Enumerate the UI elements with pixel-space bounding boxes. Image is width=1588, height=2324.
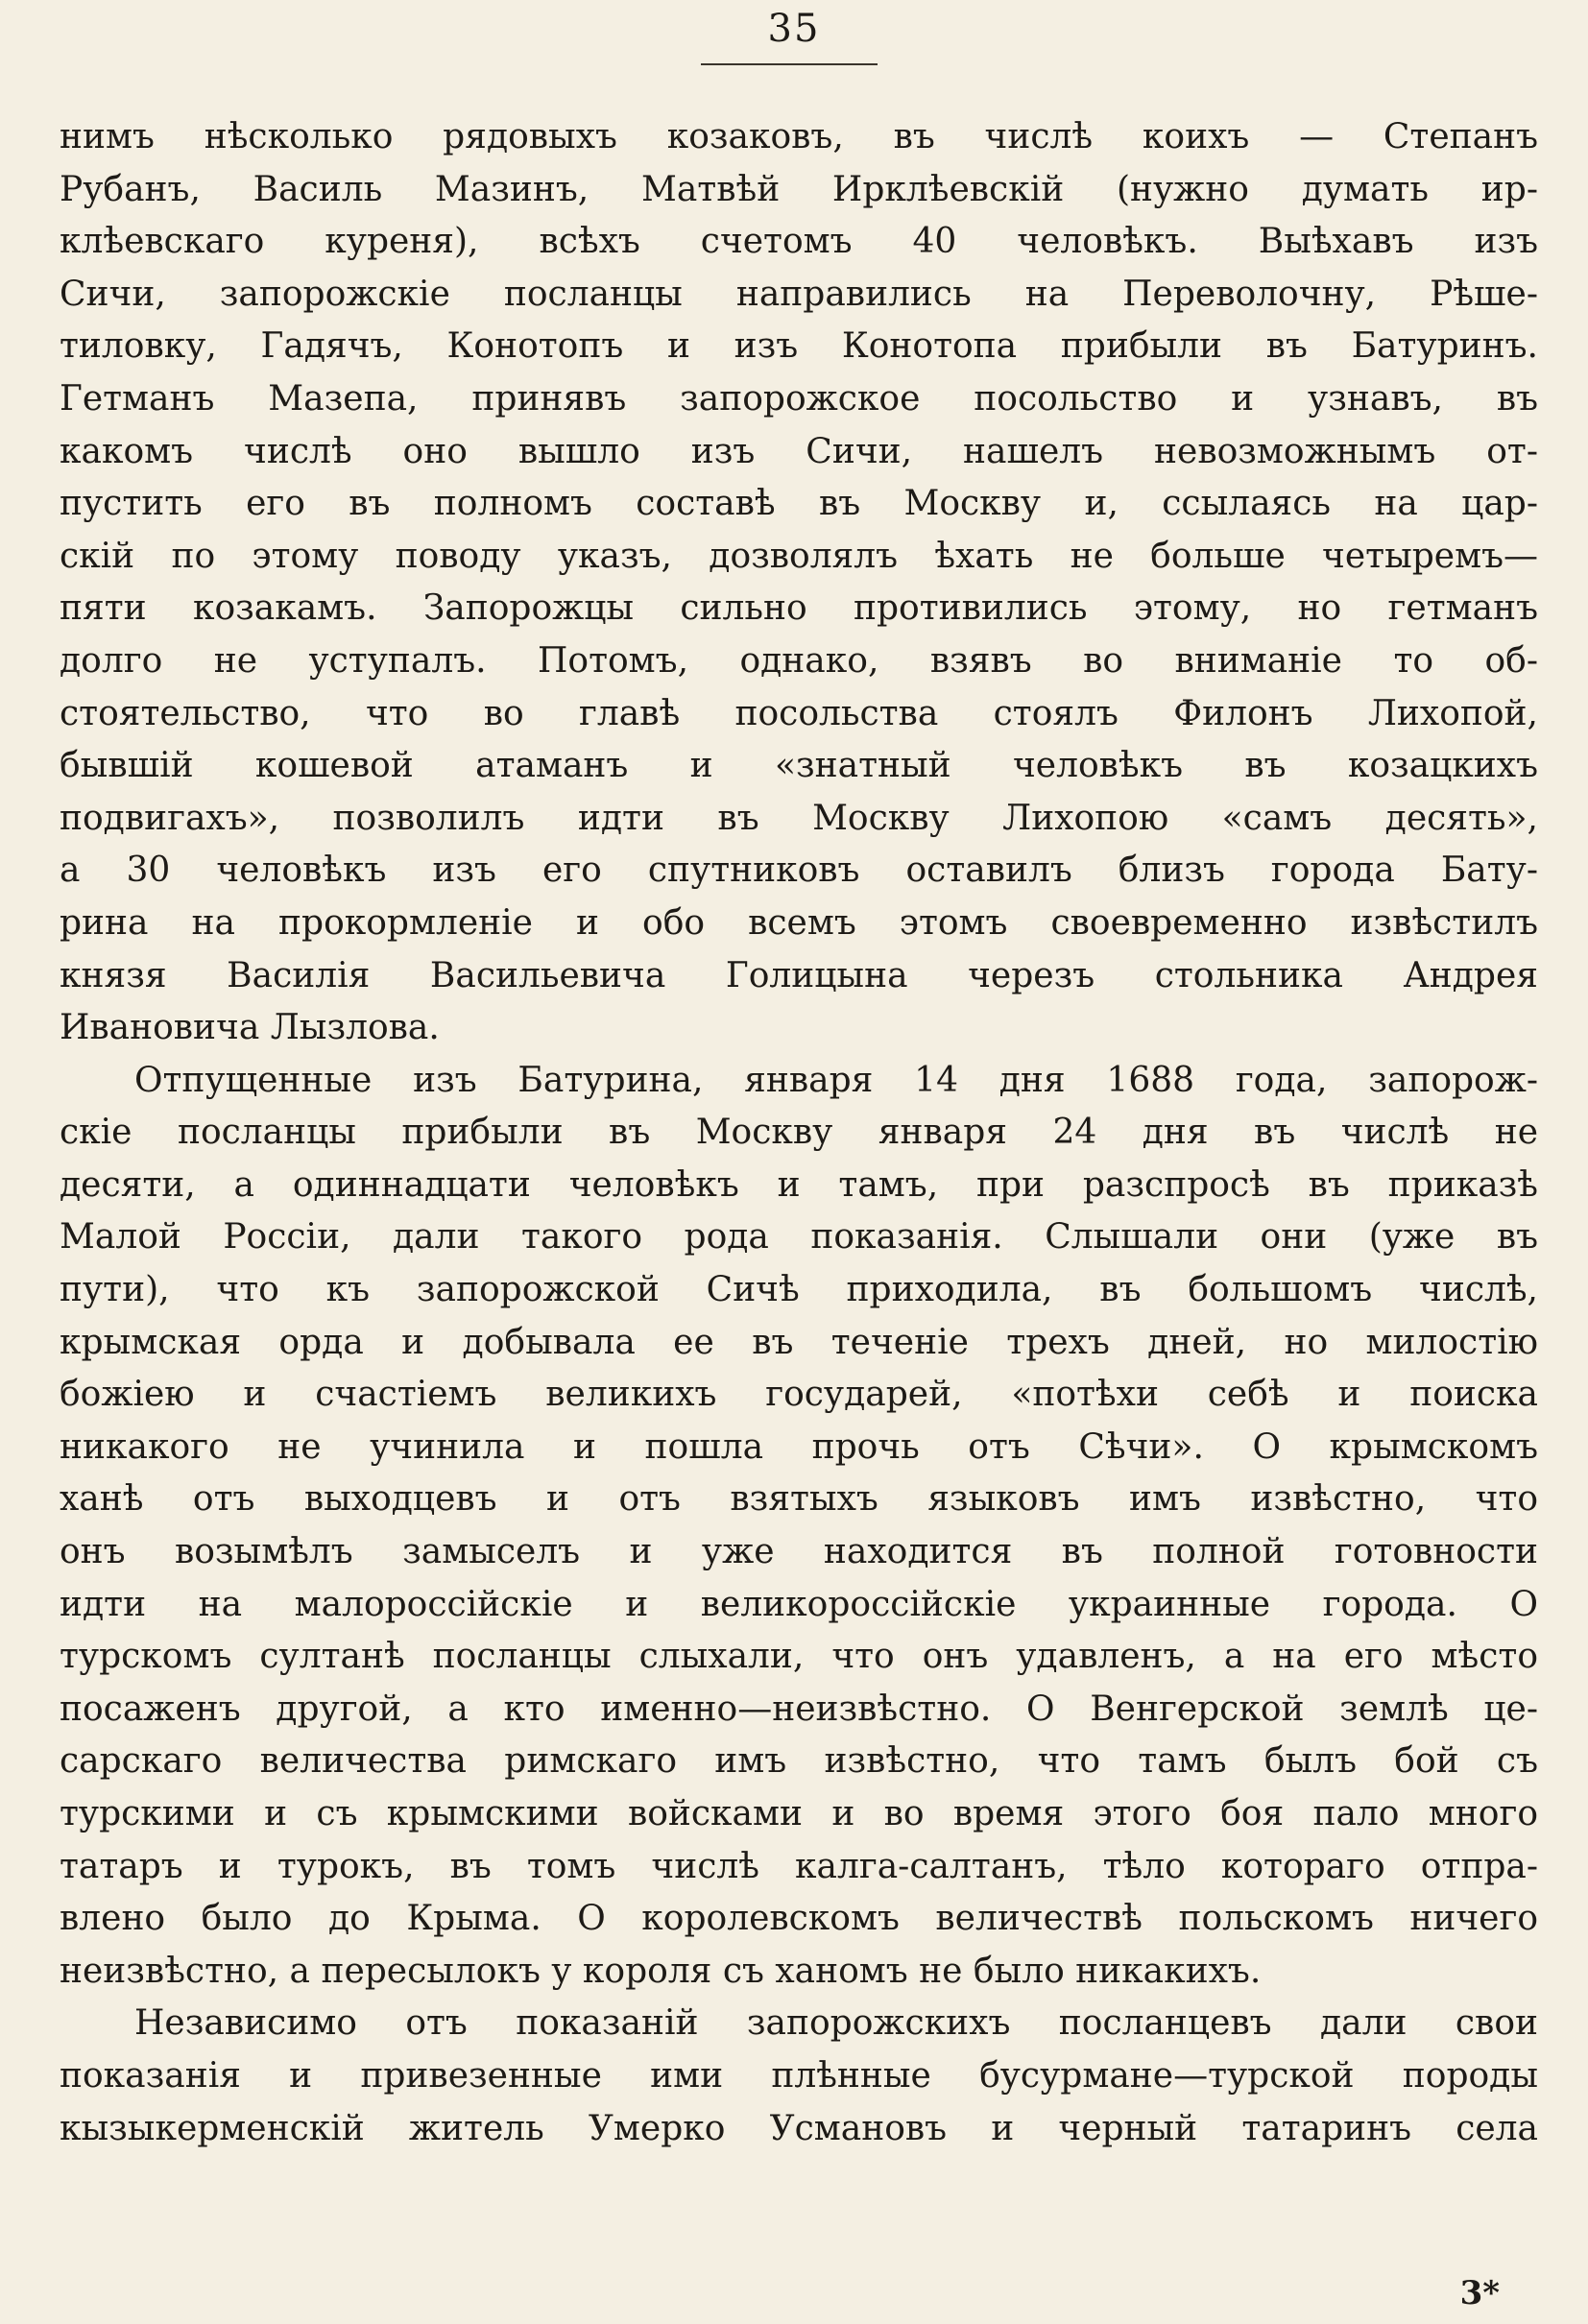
text-line: какомъ числѣ оно вышло изъ Сичи, нашелъ невозможнымъ от- (60, 431, 1538, 471)
paragraph-1 (60, 111, 1538, 1055)
text-line: а 30 человѣкъ изъ его спутниковъ оставилъ близъ города Бату- (60, 851, 1538, 891)
text-line: подвигахъ», позволилъ идти въ Москву Лихопою «самъ десять», (60, 798, 1538, 838)
text-line: пяти козакамъ. Запорожцы сильно противились этому, но гетманъ (60, 588, 1538, 629)
text-line: Независимо отъ показаній запорожскихъ посланцевъ дали свои (134, 2003, 1538, 2044)
text-line: влено было до Крыма. О королевскомъ величествѣ польскомъ ничего (60, 1899, 1538, 1939)
text-line: ханѣ отъ выходцевъ и отъ взятыхъ языковъ имъ извѣстно, что (60, 1479, 1538, 1520)
paragraph-2 (60, 1055, 1538, 1999)
text-line: Ивановича Лызлова. (60, 1008, 440, 1048)
text-line: Отпущенные изъ Батурина, января 14 дня 1688 года, запорож- (134, 1060, 1538, 1100)
paragraph-3 (60, 1998, 1538, 2155)
text-line: сарскаго величества римскаго имъ извѣстно, что тамъ былъ бой съ (60, 1741, 1538, 1782)
text-line: рина на прокормленіе и обо всемъ этомъ своевременно извѣстилъ (60, 902, 1538, 943)
text-line: никакого не учинила и пошла прочь отъ Сѣчи». О крымскомъ (60, 1426, 1538, 1467)
text-line: татаръ и турокъ, въ томъ числѣ калга-салтанъ, тѣло котораго отпра- (60, 1846, 1538, 1886)
text-line: князя Василія Васильевича Голицына черезъ стольника Андрея (60, 955, 1538, 995)
text-line: пути), что къ запорожской Сичѣ приходила, въ большомъ числѣ, (60, 1270, 1538, 1310)
text-line: идти на малороссійскіе и великороссійскіе украинные города. О (60, 1584, 1538, 1624)
text-line: десяти, а одиннадцати человѣкъ и тамъ, при разспросѣ въ приказѣ (60, 1164, 1538, 1205)
text-line: долго не уступалъ. Потомъ, однако, взявъ во вниманіе то об- (60, 640, 1538, 681)
text-line: турскими и съ крымскими войсками и во время этого боя пало много (60, 1794, 1538, 1833)
text-line: стоятельство, что во главѣ посольства стоялъ Филонъ Лихопой, (60, 693, 1538, 733)
text-line: кызыкерменскій житель Умерко Усмановъ и черный татаринъ села (60, 2108, 1538, 2148)
text-line: крымская орда и добывала ее въ теченіе трехъ дней, но милостію (60, 1322, 1538, 1362)
text-line: тиловку, Гадячъ, Конотопъ и изъ Конотопа прибыли въ Батуринъ. (60, 326, 1538, 367)
text-line: посаженъ другой, а кто именно—неизвѣстно. О Венгерской землѣ це- (60, 1689, 1538, 1729)
text-line: клѣевскаго куреня), всѣхъ счетомъ 40 человѣкъ. Выѣхавъ изъ (60, 222, 1538, 262)
text-line: Сичи, запорожскіе посланцы направились на Переволочну, Рѣше- (60, 274, 1538, 314)
text-line: нимъ нѣсколько рядовыхъ козаковъ, въ числѣ коихъ — Степанъ (60, 117, 1538, 156)
text-line: пустить его въ полномъ составѣ въ Москву и, ссылаясь на цар- (60, 484, 1538, 524)
text-line: скій по этому поводу указъ, дозволялъ ѣхать не больше четыремъ— (60, 536, 1538, 576)
signature-mark: 3* (1459, 2274, 1500, 2312)
text-line: бывшій кошевой атаманъ и «знатный человѣкъ въ козацкихъ (60, 746, 1538, 786)
text-line: скіе посланцы прибыли въ Москву января 24 дня въ числѣ не (60, 1113, 1538, 1153)
text-line: неизвѣстно, а пересылокъ у короля съ ханомъ не было никакихъ. (60, 1951, 1262, 1991)
page-number: 35 (767, 7, 821, 51)
text-line: Рубанъ, Василь Мазинъ, Матвѣй Ирклѣевскій (нужно думать ир- (60, 169, 1538, 209)
header-rule (701, 63, 878, 65)
text-line: Гетманъ Мазепа, принявъ запорожское посольство и узнавъ, въ (60, 378, 1538, 419)
text-line: показанія и привезенные ими плѣнные бусурмане—турской породы (60, 2055, 1538, 2096)
text-line: турскомъ султанѣ посланцы слыхали, что онъ удавленъ, а на его мѣсто (60, 1637, 1538, 1677)
text-line: божіею и счастіемъ великихъ государей, «потѣхи себѣ и поиска (60, 1375, 1538, 1415)
text-line: онъ возымѣлъ замыселъ и уже находится въ полной готовности (60, 1532, 1538, 1572)
text-line: Малой Россіи, дали такого рода показанія. Слышали они (уже въ (60, 1217, 1538, 1258)
text-block (60, 111, 1538, 2155)
